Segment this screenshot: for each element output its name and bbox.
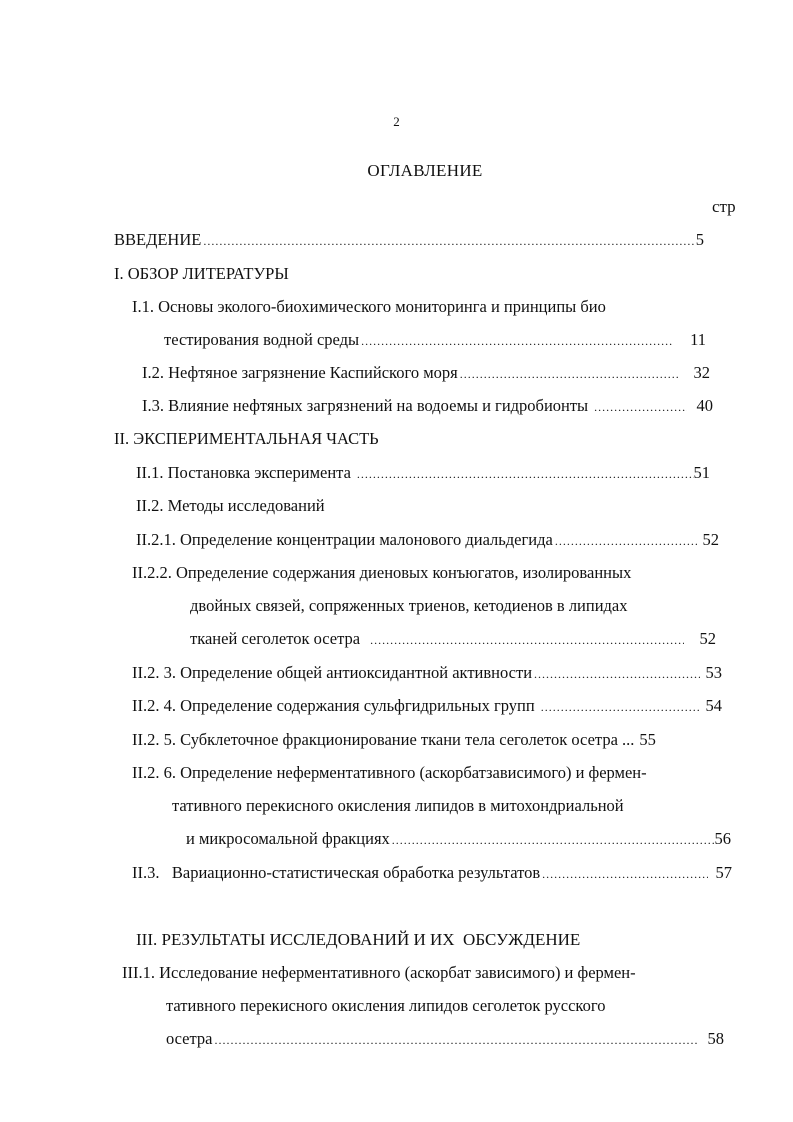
dot-leader [542,863,707,885]
entry-text: II.2. 5. Субклеточное фракционирование ткани тела сеголеток осетра ... [132,730,635,749]
entry-page: 54 [705,696,722,715]
toc-entry-2-2-3[interactable] [132,662,722,684]
toc-entry-2-2-1[interactable] [136,529,719,551]
dot-leader [203,230,693,252]
entry-text: и микросомальной фракциях [186,829,390,848]
entry-page: 55 [639,730,656,749]
entry-page: 40 [696,396,713,415]
page-column-label: стр [712,197,736,216]
dot-leader [370,629,683,651]
toc-entry-3-1-line2[interactable]: тативного перекисного окисления липидов сеголеток русского [166,996,606,1015]
toc-entry-2-2-6[interactable] [186,828,731,850]
toc-entry-3-1[interactable] [166,1028,724,1050]
dot-leader [555,530,697,552]
toc-entry-2-2-6-line1[interactable]: II.2. 6. Определение неферментативного (аскорбатзависимого) и фермен- [132,763,647,782]
entry-text: I.3. Влияние нефтяных загрязнений на водоемы и гидробионты [142,396,589,415]
entry-page: 58 [707,1029,724,1048]
entry-page: 32 [693,363,710,382]
toc-entry-2-1[interactable] [136,462,710,484]
toc-entry-1-2[interactable] [142,362,710,384]
toc-entry-2-2-4[interactable] [132,695,722,717]
toc-entry-2-2-5[interactable] [132,729,724,751]
toc-entry-2-2-6-line2[interactable]: тативного перекисного окисления липидов в митохондриальной [172,796,624,815]
entry-text: тестирования водной среды [164,330,360,349]
entry-text: I.2. Нефтяное загрязнение Каспийского моря [142,363,458,382]
entry-page: 11 [690,330,706,349]
entry-text: ВВЕДЕНИЕ [114,230,202,249]
toc-entry-1-1[interactable] [164,329,706,351]
toc-entry-2-2-2-line1[interactable]: II.2.2. Определение содержания диеновых конъюгатов, изолированных [132,563,632,582]
entry-page: 52 [702,530,719,549]
entry-page: 52 [699,629,716,648]
entry-text: II.2. 3. Определение общей антиоксидантной активности [132,663,533,682]
entry-page: 51 [693,463,710,482]
page-number: 2 [393,114,400,129]
dot-leader [392,829,715,851]
dot-leader [534,663,699,685]
toc-entry-2-2-2-line2[interactable]: двойных связей, сопряженных триенов, кетодиенов в липидах [190,596,628,615]
dot-leader [361,330,672,352]
entry-page: 53 [705,663,722,682]
entry-text: осетра [166,1029,213,1048]
dot-leader [357,463,694,485]
toc-title: ОГЛАВЛЕНИЕ [367,161,483,180]
entry-text: II.2. 4. Определение содержания сульфгидрильных групп [132,696,535,715]
dot-leader [460,363,680,385]
dot-leader [215,1029,698,1051]
dot-leader [541,696,700,718]
toc-entry-1-1-line1[interactable]: I.1. Основы эколого-биохимического мониторинга и принципы био [132,297,606,316]
entry-text: II.2.1. Определение концентрации малонового диальдегида [136,530,553,549]
toc-part-2-heading[interactable]: II. ЭКСПЕРИМЕНТАЛЬНАЯ ЧАСТЬ [114,429,379,448]
entry-page: 56 [714,829,731,848]
toc-entry-1-3[interactable] [142,395,713,417]
toc-entry-introduction[interactable] [114,229,704,251]
toc-entry-2-2[interactable]: II.2. Методы исследований [136,496,325,515]
dot-leader [594,396,686,418]
toc-entry-2-3[interactable] [132,862,732,884]
entry-page: 5 [695,230,704,249]
entry-text: II.3. Вариационно-статистическая обработка результатов [132,863,541,882]
entry-page: 57 [715,863,732,882]
toc-part-3-heading[interactable]: III. РЕЗУЛЬТАТЫ ИССЛЕДОВАНИЙ И ИХ ОБСУЖДЕНИЕ [136,930,581,949]
entry-text: II.1. Постановка эксперимента [136,463,351,482]
entry-text: тканей сеголеток осетра [190,629,361,648]
toc-entry-2-2-2[interactable] [190,628,716,650]
toc-entry-3-1-line1[interactable]: III.1. Исследование неферментативного (аскорбат зависимого) и фермен- [122,963,636,982]
toc-part-1-heading[interactable]: I. ОБЗОР ЛИТЕРАТУРЫ [114,264,289,283]
